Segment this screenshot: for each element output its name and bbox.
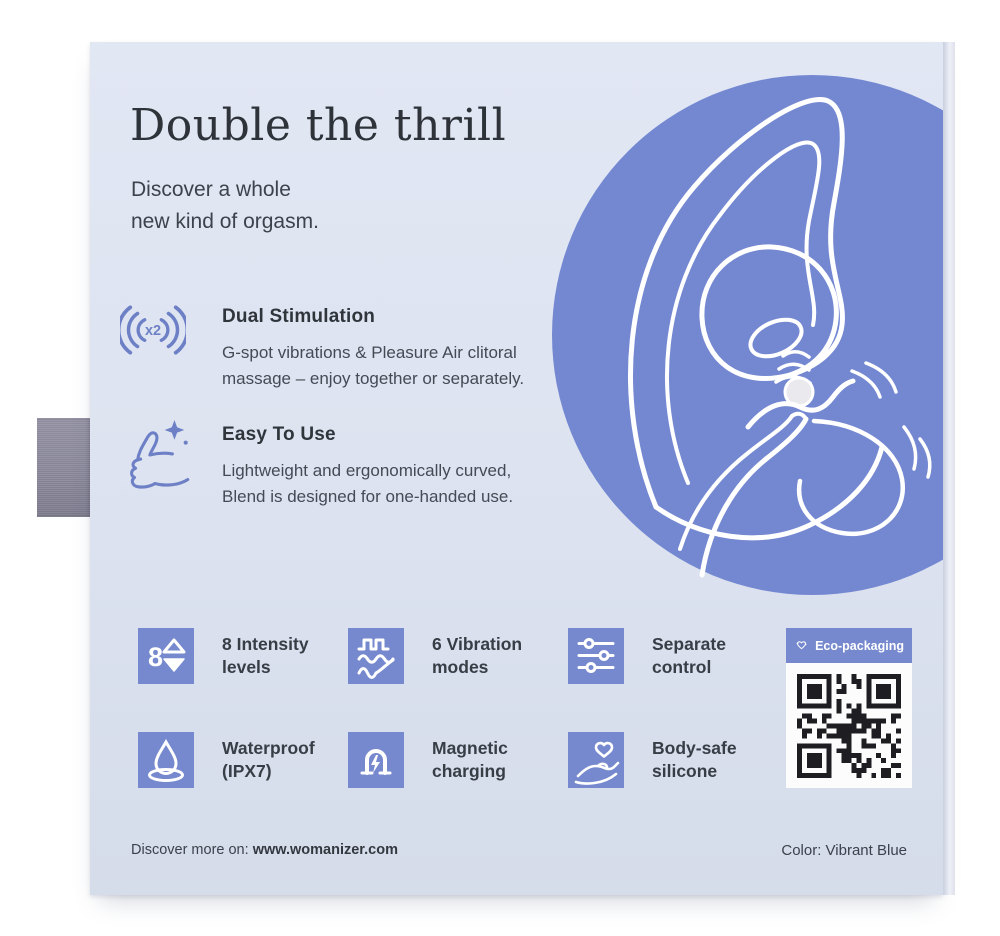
svg-text:8: 8 (148, 642, 164, 672)
tile-label: 8 Intensity levels (222, 634, 309, 677)
eco-heart-icon (794, 634, 809, 658)
eco-packaging-card (786, 628, 912, 828)
waterproof-icon (138, 732, 194, 788)
tile-label: Waterproof (IPX7) (222, 738, 315, 781)
hero-circle (552, 75, 943, 595)
intensity-levels-icon (138, 628, 194, 684)
footer-color: Color: Vibrant Blue (781, 842, 907, 859)
section-body (222, 458, 513, 510)
eco-packaging-label: Eco-packaging (815, 638, 904, 653)
tile-label: Body-safe silicone (652, 738, 737, 781)
eco-packaging-badge (786, 628, 912, 663)
subtitle-line: Discover a whole (131, 178, 291, 201)
body-line: G-spot vibrations & Pleasure Air clitoral (222, 343, 517, 362)
x2-label: x2 (144, 323, 162, 340)
qr-code (797, 674, 901, 778)
body-safe-icon (568, 732, 624, 788)
feature-magnetic (348, 732, 508, 788)
feature-body-safe (568, 732, 737, 788)
website-url: www.womanizer.com (252, 842, 398, 858)
body-line: Lightweight and ergonomically curved, (222, 461, 512, 480)
feature-intensity (138, 628, 309, 684)
body-line: massage – enjoy together or separately. (222, 369, 525, 388)
vibration-modes-icon (348, 628, 404, 684)
tile-label: 6 Vibration modes (432, 634, 523, 677)
subtitle-line: new kind of orgasm. (131, 210, 319, 233)
discover-label: Discover more on: (131, 842, 249, 858)
page-subtitle (131, 174, 319, 238)
tile-label: Separate control (652, 634, 726, 677)
feature-vibration (348, 628, 522, 684)
tile-label: Magnetic charging (432, 738, 508, 781)
footer-discover (131, 842, 398, 858)
thumbs-up-icon (116, 414, 194, 500)
feature-waterproof (138, 732, 315, 788)
dual-stimulation-icon (120, 300, 186, 360)
separate-control-icon (568, 628, 624, 684)
feature-separate-control (568, 628, 726, 684)
magnetic-charging-icon (348, 732, 404, 788)
box-right-edge (943, 42, 955, 895)
anatomy-illustration (552, 75, 943, 595)
qr-card (786, 663, 912, 788)
section-title: Dual Stimulation (222, 306, 376, 327)
box-pull-tab (37, 418, 92, 517)
sparkle-icon (165, 420, 185, 440)
section-title: Easy To Use (222, 424, 336, 445)
section-body (222, 340, 524, 392)
body-line: Blend is designed for one-handed use. (222, 487, 514, 506)
page-title: Double the thrill (130, 100, 507, 151)
box-face (90, 42, 943, 895)
